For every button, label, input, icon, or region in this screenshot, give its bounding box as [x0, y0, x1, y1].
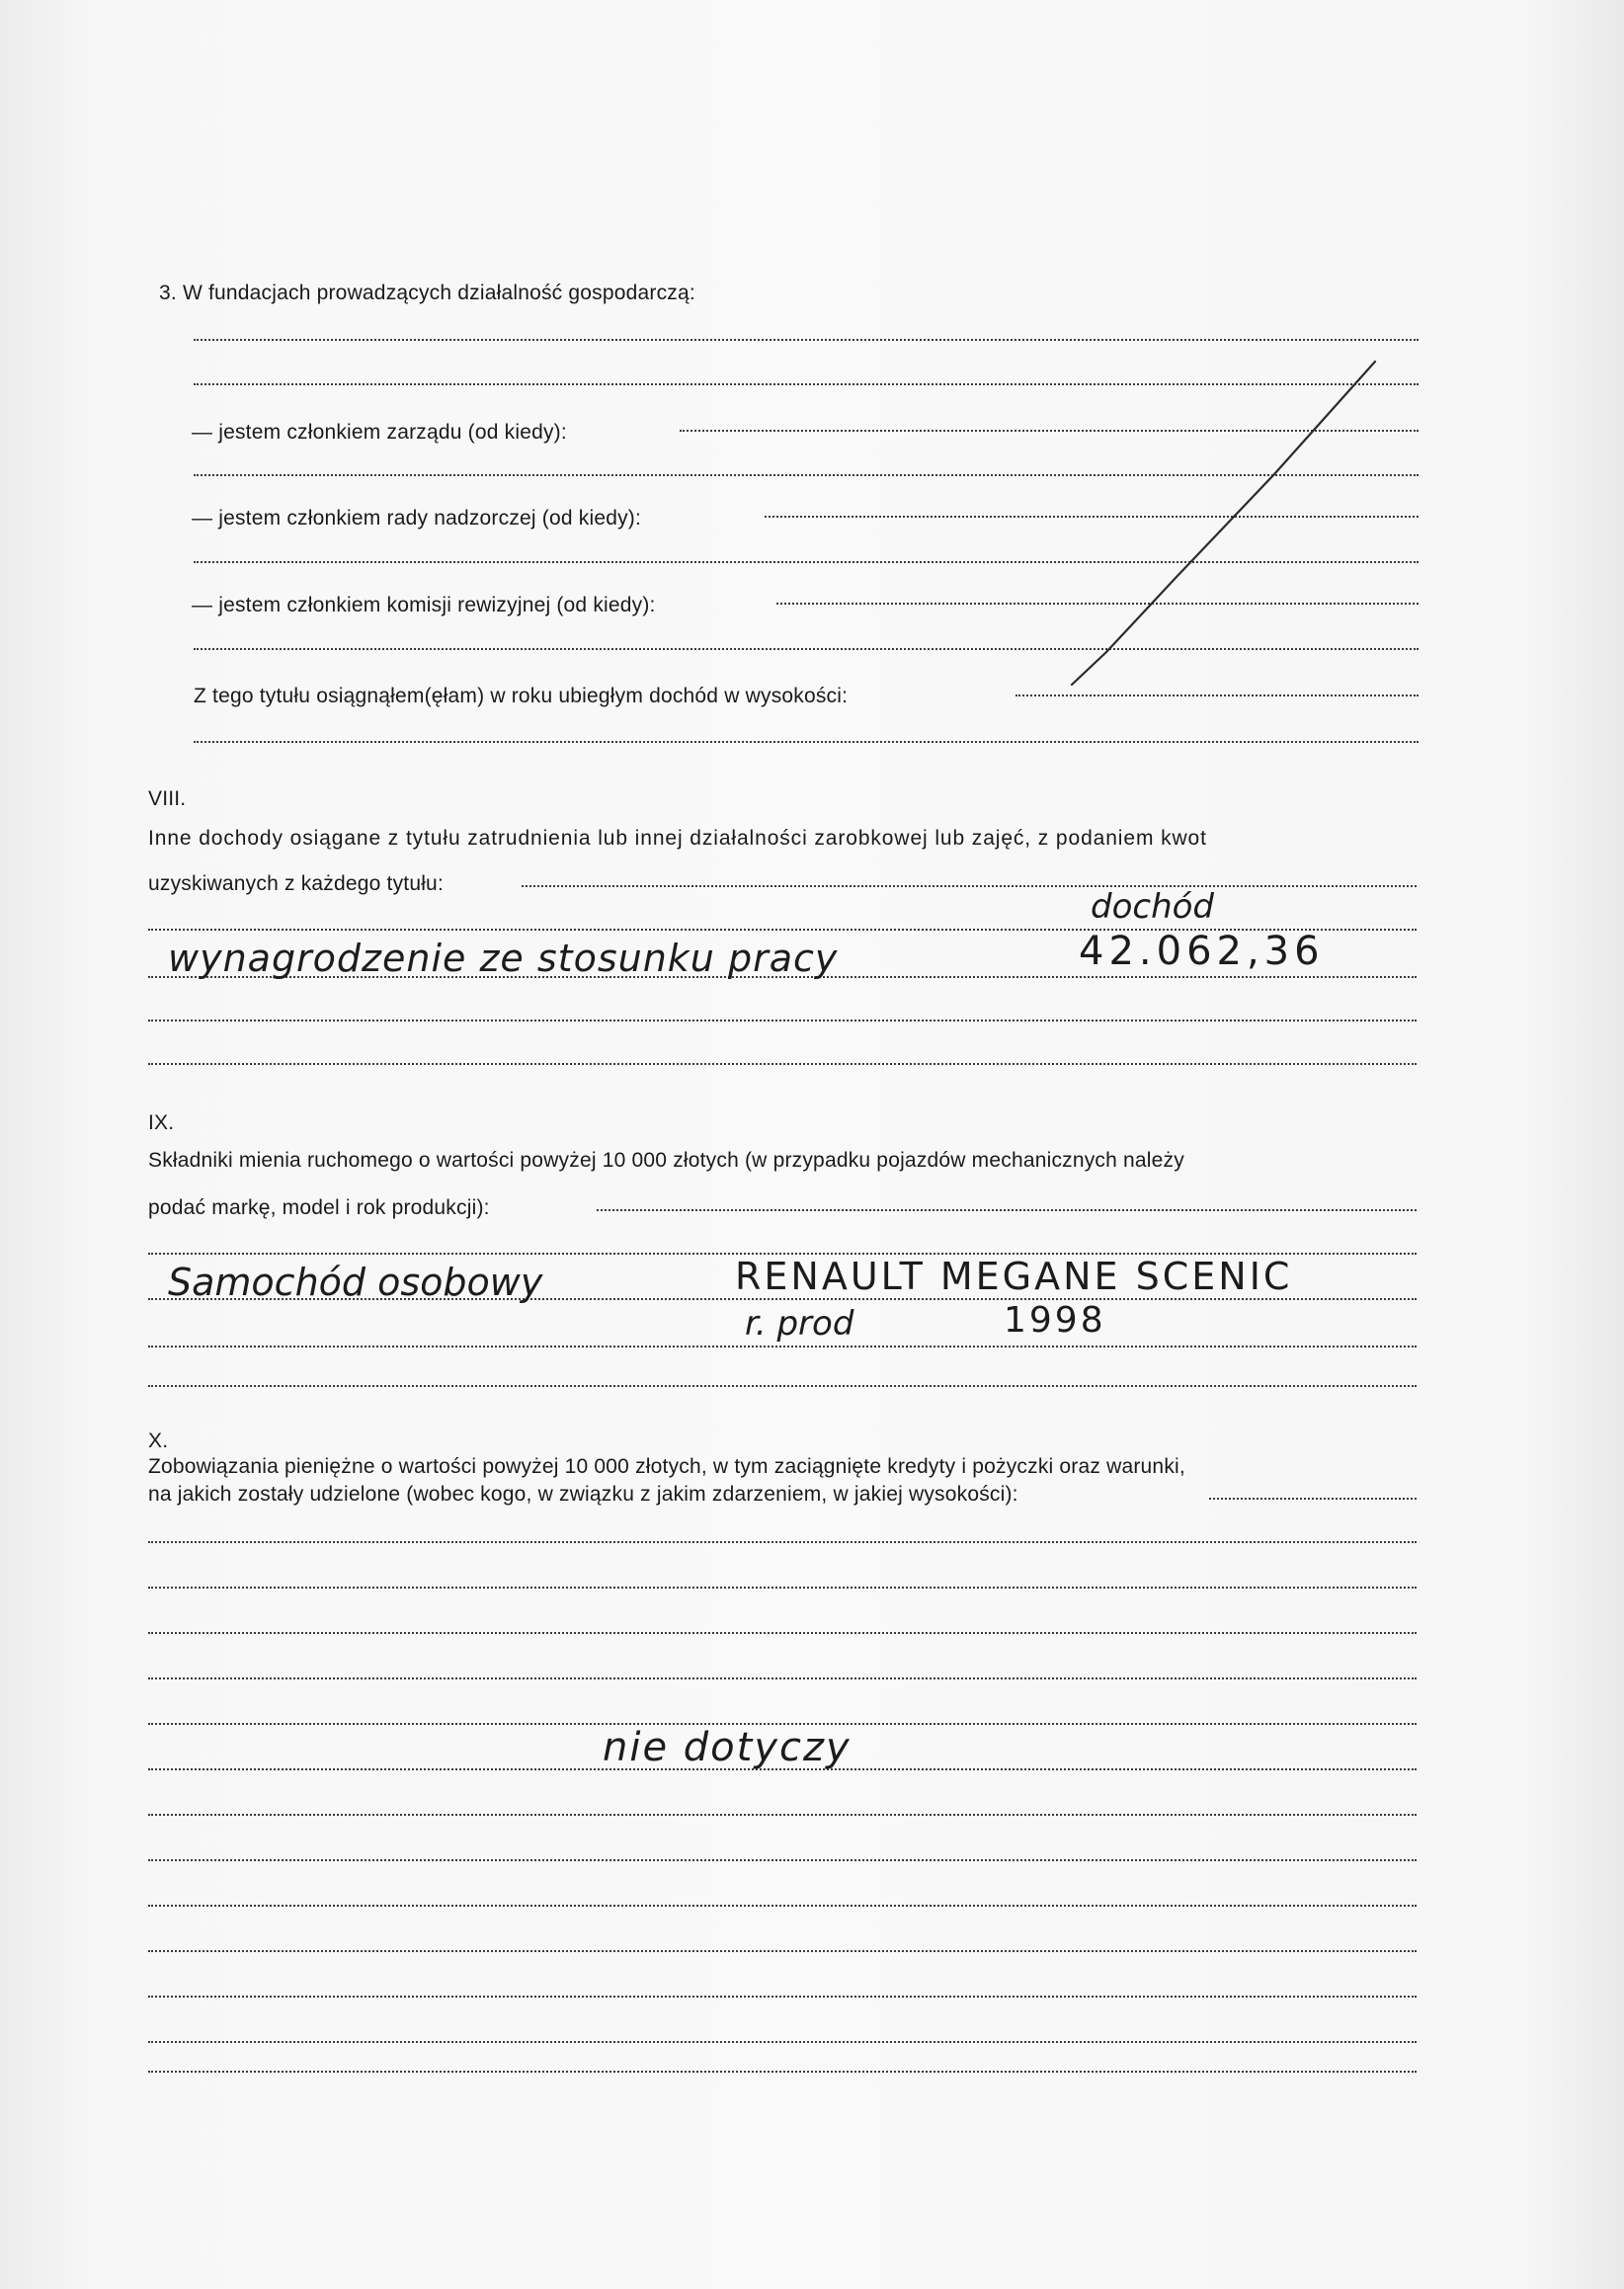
- handwritten-income-label: dochód: [1091, 887, 1215, 927]
- section10-line-9: [148, 1859, 1417, 1861]
- handwritten-income-amount: 42.062,36: [1079, 929, 1325, 974]
- section9-text-line-1: Składniki mienia ruchomego o wartości powyżej 10 000 złotych (w przypadku pojazdów mechanicznych należy: [148, 1149, 1184, 1172]
- handwritten-production-year: 1998: [1004, 1300, 1106, 1341]
- section10-line-10: [148, 1905, 1417, 1907]
- section10-fill-1: [1209, 1498, 1417, 1500]
- section10-number: X.: [148, 1430, 169, 1452]
- section3-heading: 3. W fundacjach prowadzących działalność gospodarczą:: [159, 282, 695, 304]
- section8-text-line-1: Inne dochody osiągane z tytułu zatrudnienia lub innej działalności zarobkowej lub zajęć, z podaniem kwot: [148, 827, 1207, 850]
- section8-number: VIII.: [148, 787, 187, 810]
- section9-line-4: [148, 1346, 1417, 1348]
- section10-line-13: [148, 2041, 1417, 2043]
- section10-line-4: [148, 1632, 1417, 1634]
- section10-line-8: [148, 1814, 1417, 1816]
- section10-text-line-1: Zobowiązania pieniężne o wartości powyżej 10 000 złotych, w tym zaciągnięte kredyty i pożyczki oraz warunki,: [148, 1455, 1185, 1478]
- section8-line-5: [148, 1063, 1417, 1065]
- section9-number: IX.: [148, 1111, 175, 1134]
- section10-line-12: [148, 1996, 1417, 1998]
- section3-income-label: Z tego tytułu osiągnąłem(ęłam) w roku ubiegłym dochód w wysokości:: [194, 685, 849, 707]
- audit-member-label: — jestem członkiem komisji rewizyjnej (od kiedy):: [192, 594, 656, 616]
- section10-text-line-2: na jakich zostały udzielone (wobec kogo, w związku z jakim zdarzeniem, w jakiej wysokości):: [148, 1483, 1018, 1506]
- section9-fill-1: [597, 1209, 1417, 1211]
- supervisory-member-label: — jestem członkiem rady nadzorczej (od kiedy):: [192, 507, 642, 530]
- section8-line-4: [148, 1020, 1417, 1022]
- section10-line-2: [148, 1541, 1417, 1543]
- section10-line-5: [148, 1677, 1417, 1679]
- section8-text-line-2: uzyskiwanych z każdego tytułu:: [148, 872, 444, 895]
- section10-line-3: [148, 1587, 1417, 1589]
- section10-line-14: [148, 2071, 1417, 2073]
- section9-text-line-2: podać markę, model i rok produkcji):: [148, 1196, 490, 1219]
- section9-line-5: [148, 1385, 1417, 1387]
- handwritten-vehicle-type: Samochód osobowy: [168, 1261, 543, 1304]
- handwritten-vehicle-model: RENAULT MEGANE SCENIC: [735, 1255, 1293, 1298]
- handwritten-production-label: r. prod: [745, 1304, 854, 1344]
- section8-fill-1: [522, 885, 1417, 887]
- board-member-label: — jestem członkiem zarządu (od kiedy):: [192, 421, 567, 444]
- handwritten-liabilities-entry: nie dotyczy: [603, 1725, 852, 1770]
- section10-line-11: [148, 1950, 1417, 1952]
- handwritten-income-source: wynagrodzenie ze stosunku pracy: [168, 937, 839, 980]
